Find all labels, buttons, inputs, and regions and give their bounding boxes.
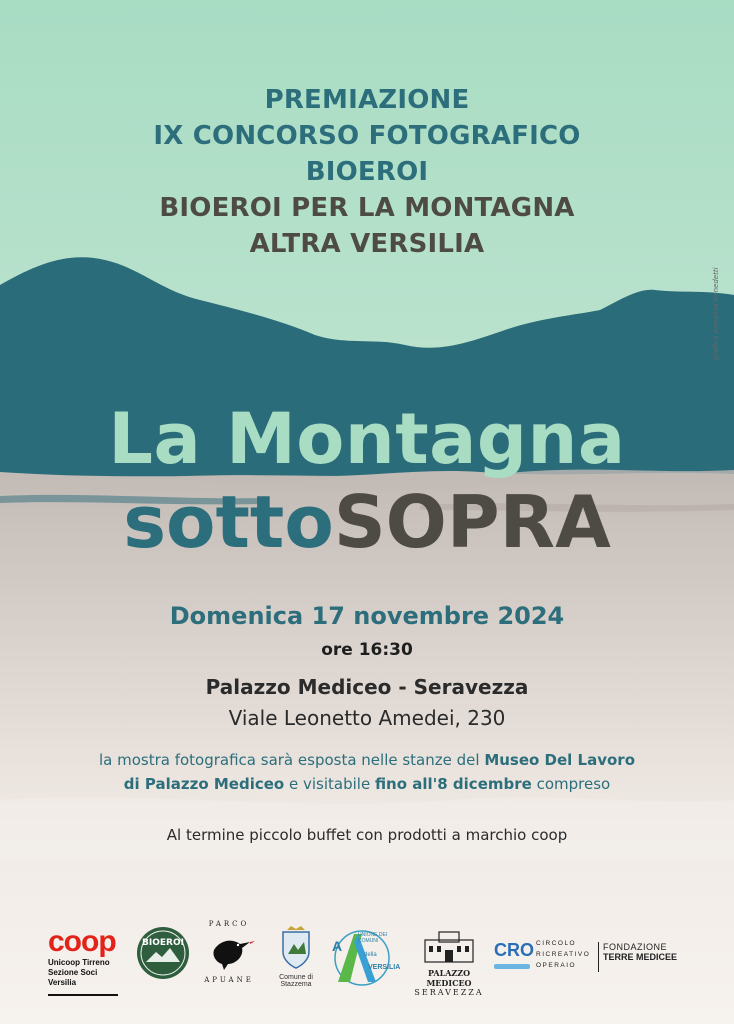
versilia-a: A — [332, 938, 343, 954]
cro-line-3: OPERAIO — [536, 962, 577, 969]
buffet-note: Al termine piccolo buffet con prodotti a marchio coop — [166, 826, 568, 844]
palazzo-line-2: SERAVEZZA — [414, 988, 484, 997]
cro-logo — [494, 938, 592, 982]
bioeroi-logo — [136, 926, 190, 980]
sponsor-logos — [0, 918, 734, 998]
desc-text-2: e visitabile — [284, 775, 375, 793]
desc-text-1: la mostra fotografica sarà esposta nelle stanze del — [98, 751, 485, 769]
bioeroi-badge-icon — [136, 926, 190, 980]
fondazione-line-1: FONDAZIONE — [603, 942, 668, 952]
event-address: Viale Leonetto Amedei, 230 — [228, 706, 506, 730]
header-line-5: ALTRA VERSILIA — [249, 229, 485, 259]
event-header — [0, 82, 734, 262]
palazzo-building-icon — [419, 930, 479, 964]
header-line-1: PREMIAZIONE — [264, 85, 470, 115]
desc-museo: Museo Del Lavoro — [484, 751, 636, 769]
coop-line-2: Sezione Soci — [48, 968, 98, 977]
title-la-montagna: La Montagna — [108, 398, 626, 480]
apuane-label: APUANE — [204, 976, 254, 984]
coop-wordmark: coop — [48, 925, 116, 958]
versilia-name: VERSILIA — [368, 964, 401, 971]
event-time: ore 16:30 — [321, 640, 413, 660]
coop-line-1: Unicoop Tirreno — [48, 958, 110, 967]
desc-text-3: compreso — [531, 775, 611, 793]
parco-label: PARCO — [208, 920, 250, 928]
cro-wordmark: CRO — [494, 940, 534, 960]
desc-end-date: fino all'8 dicembre — [374, 775, 532, 793]
coop-line-3: Versilia — [48, 978, 77, 987]
stazzema-logo — [272, 926, 320, 994]
stazzema-line-1: Comune di — [279, 974, 313, 981]
title-sottosopra — [0, 480, 734, 564]
cro-line-1: CIRCOLO — [536, 940, 577, 947]
event-place: Palazzo Mediceo - Seravezza — [205, 675, 529, 699]
coop-logo — [48, 925, 124, 1000]
title-sotto: sotto — [123, 480, 334, 564]
palazzo-mediceo-logo — [414, 930, 484, 997]
parco-apuane-logo — [200, 920, 258, 992]
cro-bar — [494, 964, 530, 969]
palazzo-line-1: PALAZZO MEDICEO — [426, 968, 472, 988]
unione-versilia-logo — [328, 924, 404, 990]
header-line-2: IX CONCORSO FOTOGRAFICO — [153, 121, 581, 151]
coop-underline — [48, 994, 118, 996]
header-line-4: BIOEROI PER LA MONTAGNA — [159, 193, 575, 223]
fondazione-line-2: TERRE MEDICEE — [603, 952, 678, 962]
event-date: Domenica 17 novembre 2024 — [169, 602, 565, 630]
desc-palazzo: di Palazzo Mediceo — [123, 775, 285, 793]
bioeroi-wordmark: BIOEROI — [142, 938, 184, 948]
fondazione-terre-medicee-logo — [598, 942, 695, 972]
cro-line-2: RICREATIVO — [536, 951, 591, 958]
crest-icon — [279, 926, 313, 970]
exhibition-description — [0, 748, 734, 796]
title-sopra: SOPRA — [333, 480, 611, 564]
stazzema-line-2: Stazzema — [280, 981, 312, 988]
header-line-3: BIOEROI — [305, 157, 429, 187]
versilia-della: della — [364, 952, 377, 958]
versilia-arc-text: UNIONE DEI COMUNI — [358, 932, 388, 944]
graphic-credit: grafica Annalisa Benedetti — [712, 267, 720, 360]
bird-icon — [200, 928, 258, 972]
